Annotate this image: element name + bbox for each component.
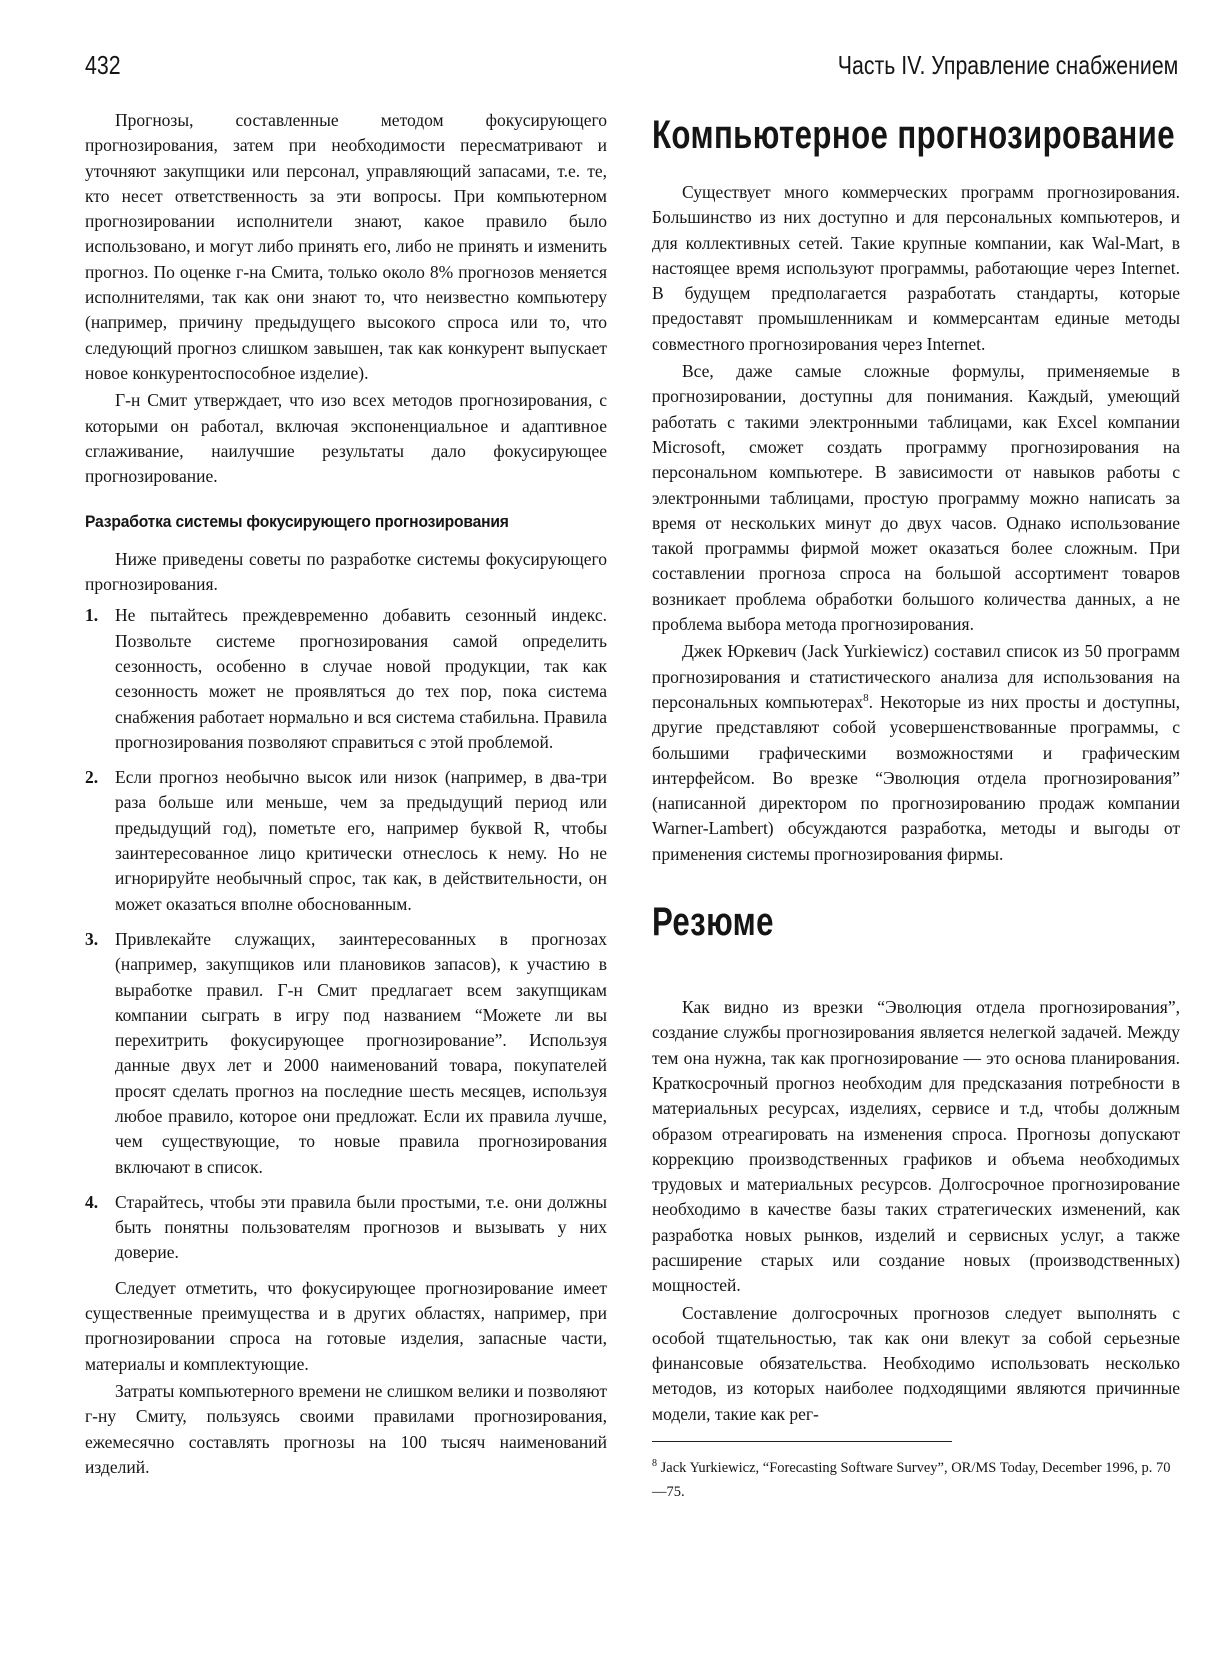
footnote-divider: [652, 1441, 952, 1442]
paragraph-text: Джек Юркевич (Jack Yurkiewicz) составил список из 50 программ прогнозирования и статистического анализа для использования на персональных компьютерах: [652, 641, 1180, 712]
paragraph: Составление долгосрочных прогнозов следует выполнять с особой тщательностью, так как они влекут за собой серьезные финансовые обязательства. Необходимо использовать несколько методов, из которых наиболее подходящими являются причинные модели, такие как рег-: [652, 1302, 1180, 1424]
list-number: 1.: [85, 605, 99, 626]
list-item-text: Старайтесь, чтобы эти правила были простыми, т.е. они должны быть понятны пользователям прогнозов и вызывать у них доверие.: [115, 1191, 607, 1263]
footnote-text: Jack Yurkiewicz, “Forecasting Software Survey”, OR/MS Today, December 1996, p. 70—75.: [652, 1459, 1171, 1500]
page-number: 432: [85, 50, 121, 80]
section-heading: Компьютерное прогнозирование: [652, 113, 1175, 157]
subheading: Разработка системы фокусирующего прогнозирования: [85, 512, 509, 532]
paragraph: Ниже приведены советы по разработке системы фокусирующего прогнозирования.: [85, 548, 607, 595]
footnote-number: 8: [652, 1458, 657, 1470]
list-number: 3.: [85, 928, 99, 949]
paragraph: Прогнозы, составленные методом фокусирующего прогнозирования, затем при необходимости пересматривают и уточняют закупщики или персонал, управляющий запасами, т.е. те, кто несет ответственность за эти вопросы. При компьютерном прогнозировании исполнители знают, какое правило было использовано, и могут либо принять его, либо не принять и изменить прогноз. По оценке г-на Смита, только около 8% прогнозов меняется исполнителями, так как они знают то, что неизвестно компьютеру (например, причину предыдущего высокого спроса или то, что следующий прогноз слишком завышен, так как конкурент выпускает новое конкурентоспособное изделие).: [85, 110, 607, 383]
list-item: [85, 603, 607, 755]
list-item-text: Не пытайтесь преждевременно добавить сезонный индекс. Позвольте системе прогнозирования самой определить сезонность, особенно в случае новой продукции, так как сезонность может не проявляться до тех пор, пока система снабжения работает нормально и вся система стабильна. Правила прогнозирования позволяют справиться с этой проблемой.: [115, 605, 607, 752]
paragraph: Как видно из врезки “Эволюция отдела прогнозирования”, создание службы прогнозирования является нелегкой задачей. Между тем она нужна, так как прогнозирование — это основа планирования. Краткосрочный прогноз необходим для предсказания потребности в материальных ресурсах, изделиях, сервисе и т.д, чтобы должным образом отреагировать на изменения спроса. Прогнозы допускают коррекцию производственных графиков и объема необходимых трудовых и материальных ресурсов. Долгосрочное прогнозирование необходимо в качестве базы таких стратегических изменений, как разработка новых рынков, изделий и сервисных услуг, а также расширение старых или создание новых (производственных) мощностей.: [652, 997, 1180, 1296]
list-item: [85, 927, 607, 1180]
right-column: [652, 112, 1180, 1504]
paragraph: Г-н Смит утверждает, что изо всех методов прогнозирования, с которыми он работал, включая экспоненциальное и адаптивное сглаживание, наилучшие результаты дало фокусирующее прогнозирование.: [85, 390, 607, 487]
paragraph: Все, даже самые сложные формулы, применяемые в прогнозировании, доступны для понимания. Каждый, умеющий работать с такими электронными таблицами, как Excel компании Microsoft, сможет создать программу прогнозирования на персональном компьютере. В зависимости от навыков работы с электронными таблицами, простую программу можно написать за время от нескольких минут до двух часов. Однако использование такой программы фирмой может оказаться более сложным. При составлении прогноза спроса на большой ассортимент товаров возникает проблема обработки большого количества данных, а не проблема выбора метода прогнозирования.: [652, 361, 1180, 635]
list-item-text: Привлекайте служащих, заинтересованных в прогнозах (например, закупщиков или плановиков запасов), к участию в выработке правил. Г-н Смит предлагает всем закупщикам компании сыграть в игру под названием “Можете ли вы перехитрить фокусирующее прогнозирование”. Используя данные двух лет и 2000 наименований товара, покупателей просят сделать прогноз на последние шесть месяцев, используя любое правило, которое они предложат. Если их правила лучше, чем существующие, то новые правила прогнозирования включают в список.: [115, 928, 607, 1177]
paragraph: Следует отметить, что фокусирующее прогнозирование имеет существенные преимущества и в других областях, например, при прогнозировании спроса на готовые изделия, запасные части, материалы и комплектующие.: [85, 1277, 607, 1374]
footnote: [652, 1452, 1180, 1504]
running-header: Часть IV. Управление снабжением: [837, 50, 1178, 80]
numbered-list: [85, 603, 607, 1265]
paragraph: Затраты компьютерного времени не слишком велики и позволяют г-ну Смиту, пользуясь своими правилами прогнозирования, ежемесячно составлять прогнозы на 100 тысяч наименований изделий.: [85, 1380, 607, 1477]
footnote-reference: 8: [863, 692, 869, 705]
paragraph-text: . Некоторые из них просты и доступны, другие представляют собой усовершенствованные программы, с большими графическими возможностями и графическим интерфейсом. Во врезке “Эволюция отдела прогнозирования” (написанной директором по прогнозированию продаж компании Warner-Lambert) обсуждаются разработка, методы и выгоды от применения системы прогнозирования фирмы.: [652, 691, 1181, 864]
paragraph: [652, 639, 1180, 867]
section-heading: Резюме: [652, 900, 774, 945]
paragraph: Существует много коммерческих программ прогнозирования. Большинство из них доступно и для персональных компьютеров, и для коллективных сетей. Такие крупные компании, как Wal-Mart, в настоящее время используют программы, работающие через Internet. В будущем предполагается разработать стандарты, которые предоставят промышленникам и коммерсантам единые методы совместного прогнозирования через Internet.: [652, 182, 1180, 354]
list-item: [85, 1190, 607, 1266]
list-number: 2.: [85, 767, 99, 788]
left-column: [85, 108, 607, 1482]
list-item: [85, 765, 607, 917]
list-item-text: Если прогноз необычно высок или низок (например, в два-три раза больше или меньше, чем за предыдущий период или предыдущий год), пометьте его, например буквой R, чтобы заинтересованное лицо критически отнеслось к нему. Но не игнорируйте необычный спрос, так как, в действительности, он может оказаться вполне обоснованным.: [115, 767, 607, 914]
list-number: 4.: [85, 1191, 99, 1212]
